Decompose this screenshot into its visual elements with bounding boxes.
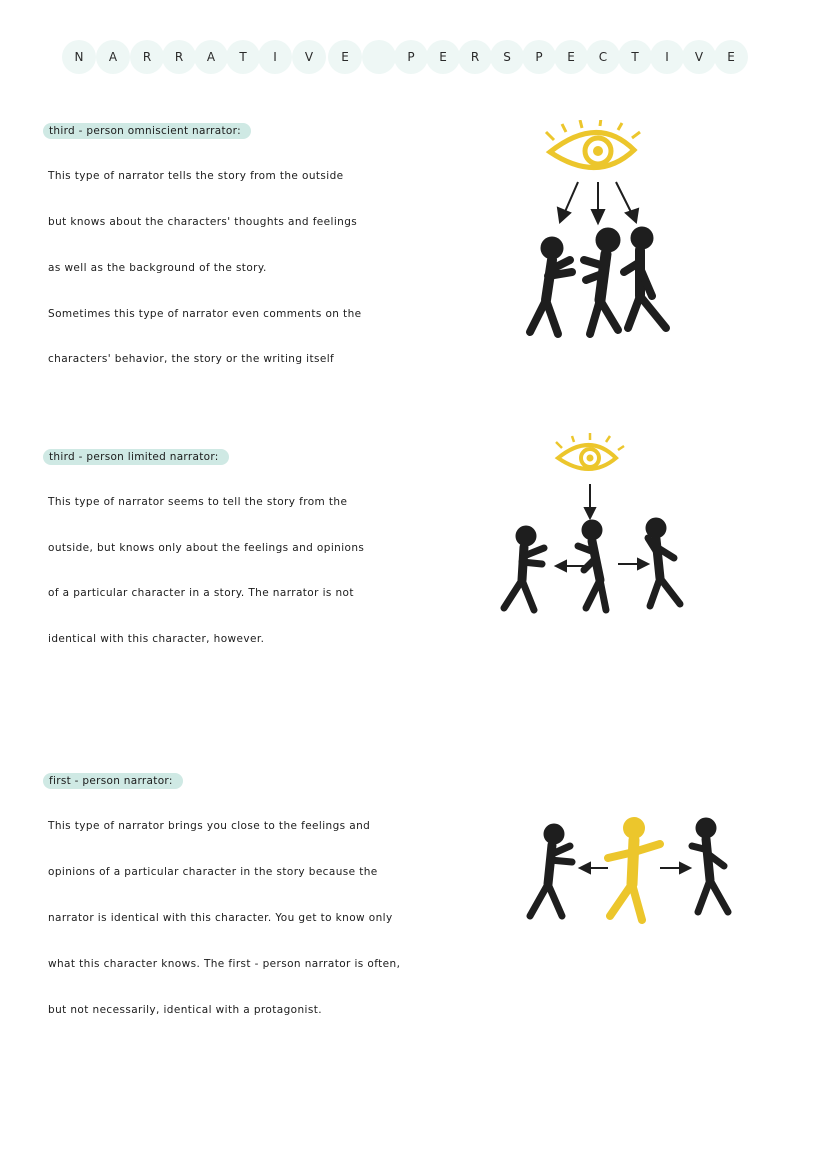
page-title: [62, 40, 752, 80]
text-line: narrator is identical with this character. You get to know only: [48, 912, 393, 924]
title-letter: T: [618, 40, 652, 74]
stick-figure-icon: [692, 818, 728, 912]
title-letter: S: [490, 40, 524, 74]
text-line: opinions of a particular character in the story because the: [48, 866, 378, 878]
omniscient-illustration: [500, 120, 700, 360]
title-letter: R: [130, 40, 164, 74]
title-letter: I: [258, 40, 292, 74]
text-line: of a particular character in a story. The narrator is not: [48, 587, 354, 599]
section-heading: third - person limited narrator:: [43, 449, 229, 465]
stick-figure-icon: [530, 824, 572, 916]
arrow-icon: [558, 182, 638, 223]
first-person-illustration: [510, 808, 750, 938]
stick-figure-icon: [608, 817, 660, 920]
text-line: characters' behavior, the story or the writing itself: [48, 353, 335, 365]
title-letter: C: [586, 40, 620, 74]
eye-icon: [546, 120, 640, 168]
title-letter: R: [162, 40, 196, 74]
stick-figure-icon: [584, 228, 620, 334]
title-letter: A: [194, 40, 228, 74]
title-letter: E: [328, 40, 362, 74]
text-line: This type of narrator brings you close to the feelings and: [48, 820, 371, 832]
title-letter: N: [62, 40, 96, 74]
stick-figure-icon: [504, 526, 544, 610]
title-letter: V: [682, 40, 716, 74]
text-line: but knows about the characters' thoughts and feelings: [48, 216, 358, 228]
stick-figure-icon: [530, 237, 572, 334]
text-line: as well as the background of the story.: [48, 262, 267, 274]
title-letter: R: [458, 40, 492, 74]
title-letter: [362, 40, 396, 74]
title-letter: E: [714, 40, 748, 74]
text-line: outside, but knows only about the feelings and opinions: [48, 542, 365, 554]
title-letter: T: [226, 40, 260, 74]
section-heading: third - person omniscient narrator:: [43, 123, 251, 139]
text-line: This type of narrator seems to tell the story from the: [48, 496, 348, 508]
eye-icon: [556, 433, 624, 469]
stick-figure-icon: [624, 227, 666, 328]
limited-illustration: [490, 430, 710, 620]
title-letter: I: [650, 40, 684, 74]
text-line: Sometimes this type of narrator even comments on the: [48, 308, 362, 320]
text-line: what this character knows. The first - person narrator is often,: [48, 958, 401, 970]
stick-figure-icon: [646, 518, 680, 606]
title-letter: A: [96, 40, 130, 74]
text-line: This type of narrator tells the story from the outside: [48, 170, 344, 182]
title-letter: P: [394, 40, 428, 74]
section-heading: first - person narrator:: [43, 773, 183, 789]
title-letter: V: [292, 40, 326, 74]
title-letter: E: [554, 40, 588, 74]
text-line: but not necessarily, identical with a protagonist.: [48, 1004, 322, 1016]
title-letter: E: [426, 40, 460, 74]
title-letter: P: [522, 40, 556, 74]
text-line: identical with this character, however.: [48, 633, 265, 645]
